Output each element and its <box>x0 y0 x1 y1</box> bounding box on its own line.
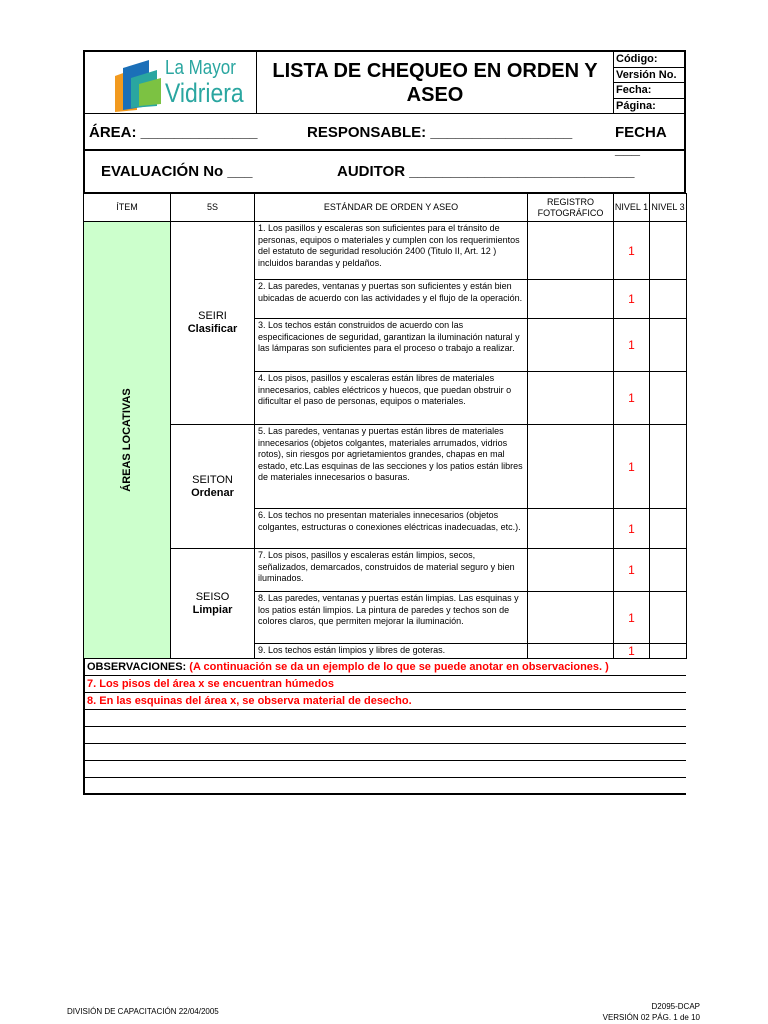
nivel3-cell[interactable] <box>650 372 687 425</box>
group-seiri <box>171 222 255 425</box>
standard-text: 3. Los techos están construidos de acuerdo con las especificaciones de seguridad, garantizan la iluminación natural y las lámparas son suficientes para el proceso o trabajo a realizar. <box>255 319 528 372</box>
standard-text: 5. Las paredes, ventanas y puertas están libres de materiales innecesarios (objetos colgantes, materiales arrumados, vidrios rotos), sin riesgos por agrietamientos grandes, chapas en mal estado, etc.Las esquinas de las secciones y los patios están libres de materiales innecesarios o basuras. <box>255 425 528 509</box>
standard-text: 8. Las paredes, ventanas y puertas están limpias. Las esquinas y los patios están limpios. La pintura de paredes y techos son de colores claros, que permiten mejorar la iluminación. <box>255 592 528 644</box>
table-row <box>84 549 687 592</box>
observations-label: OBSERVACIONES: <box>87 661 187 673</box>
observation-line[interactable] <box>85 761 686 778</box>
photo-cell[interactable] <box>528 644 614 659</box>
area-field[interactable]: ÁREA: ______________ <box>89 124 258 141</box>
header-nivel1: NIVEL 1 <box>614 194 650 222</box>
nivel3-cell[interactable] <box>650 549 687 592</box>
header-nivel3: NIVEL 3 <box>650 194 687 222</box>
standard-text: 2. Las paredes, ventanas y puertas son suficientes y están bien ubicadas de acuerdo con las actividades y el flujo de la operación. <box>255 280 528 319</box>
standard-text: 1. Los pasillos y escaleras son suficientes para el tránsito de personas, equipos o materiales y cumplen con los requerimientos del estatuto de seguridad resolución 2400 (Titulo II, Art. 12 ) incluidos barandas y peldaños. <box>255 222 528 280</box>
item-category-cell <box>84 222 171 659</box>
document-title: LISTA DE CHEQUEO EN ORDEN Y ASEO <box>272 59 598 106</box>
photo-cell[interactable] <box>528 372 614 425</box>
header-registro: REGISTRO FOTOGRÁFICO <box>528 194 614 222</box>
area-row <box>83 114 686 158</box>
nivel3-cell[interactable] <box>650 509 687 549</box>
standard-text: 4. Los pisos, pasillos y escaleras están libres de materiales innecesarios, cables eléctricos y huecos, que puedan obstruir o dificultar el paso de personas, equipos o materiales. <box>255 372 528 425</box>
document-title-cell <box>257 52 614 113</box>
footer-page-info <box>603 1001 700 1023</box>
photo-cell[interactable] <box>528 549 614 592</box>
checklist-document <box>83 50 686 795</box>
nivel1-value[interactable]: 1 <box>614 549 650 592</box>
group-name: SEIRI <box>198 310 227 322</box>
observation-line[interactable]: 7. Los pisos del área x se encuentran húmedos <box>85 676 686 693</box>
group-name: SEISO <box>195 590 230 603</box>
nivel3-cell[interactable] <box>650 592 687 644</box>
nivel3-cell[interactable] <box>650 644 687 659</box>
document-meta <box>614 52 684 113</box>
fecha-field[interactable]: FECHA ___ <box>615 124 667 158</box>
photo-cell[interactable] <box>528 319 614 372</box>
observation-line[interactable] <box>85 778 686 795</box>
nivel3-cell[interactable] <box>650 280 687 319</box>
document-header <box>83 50 686 114</box>
evaluation-row <box>83 151 686 193</box>
photo-cell[interactable] <box>528 222 614 280</box>
photo-cell[interactable] <box>528 592 614 644</box>
observations-hint: (A continuación se da un ejemplo de lo que se puede anotar en observaciones. ) <box>189 661 609 673</box>
group-name: SEITON <box>192 473 233 486</box>
footer-division: DIVISIÓN DE CAPACITACIÓN 22/04/2005 <box>67 1007 219 1016</box>
group-sub: Clasificar <box>187 323 238 335</box>
company-logo <box>85 52 257 113</box>
nivel3-cell[interactable] <box>650 222 687 280</box>
photo-cell[interactable] <box>528 425 614 509</box>
table-row <box>84 222 687 280</box>
standard-text: 6. Los techos no presentan materiales innecesarios (objetos colgantes, estructuras o conexiones eléctricas inadecuadas, etc.). <box>255 509 528 549</box>
nivel1-value[interactable]: 1 <box>614 372 650 425</box>
group-seiton <box>171 425 255 549</box>
logo-text-line2: Vidriera <box>165 78 244 108</box>
nivel3-cell[interactable] <box>650 425 687 509</box>
nivel1-value[interactable]: 1 <box>614 592 650 644</box>
meta-pagina: Página: <box>616 99 656 112</box>
item-category-label: ÁREAS LOCATIVAS <box>121 388 133 492</box>
meta-version: Versión No. <box>614 68 684 84</box>
checklist-table <box>83 193 687 659</box>
header-5s: 5S <box>171 194 255 222</box>
group-sub: Ordenar <box>191 486 234 499</box>
photo-cell[interactable] <box>528 509 614 549</box>
observations-header <box>85 659 686 676</box>
nivel1-value[interactable]: 1 <box>614 222 650 280</box>
standard-text: 9. Los techos están limpios y libres de goteras. <box>255 644 528 659</box>
responsable-field[interactable]: RESPONSABLE: _________________ <box>307 124 573 141</box>
group-seiso <box>171 549 255 659</box>
nivel1-value[interactable]: 1 <box>614 644 650 659</box>
evaluacion-field[interactable]: EVALUACIÓN No ___ <box>101 163 253 180</box>
meta-codigo: Código: <box>614 52 684 68</box>
group-sub: Limpiar <box>192 603 233 616</box>
nivel3-cell[interactable] <box>650 319 687 372</box>
nivel1-value[interactable]: 1 <box>614 319 650 372</box>
standard-text: 7. Los pisos, pasillos y escaleras están limpios, secos, señalizados, demarcados, construidos de material seguro y bien iluminados. <box>255 549 528 592</box>
nivel1-value[interactable]: 1 <box>614 509 650 549</box>
observation-line[interactable]: 8. En las esquinas del área x, se observa material de desecho. <box>85 693 686 710</box>
observations-section <box>83 659 686 795</box>
nivel1-value[interactable]: 1 <box>614 280 650 319</box>
table-header-row <box>84 194 687 222</box>
observation-line[interactable] <box>85 744 686 761</box>
table-row <box>84 425 687 509</box>
footer-code: D2095-DCAP <box>651 1002 700 1011</box>
observation-line[interactable] <box>85 727 686 744</box>
nivel1-value[interactable]: 1 <box>614 425 650 509</box>
photo-cell[interactable] <box>528 280 614 319</box>
observation-line[interactable] <box>85 710 686 727</box>
header-standard: ESTÁNDAR DE ORDEN Y ASEO <box>255 194 528 222</box>
meta-fecha: Fecha: <box>614 83 684 99</box>
auditor-field[interactable]: AUDITOR ___________________________ <box>337 163 635 180</box>
logo-text-line1: La Mayor <box>165 57 236 79</box>
footer-version-page: VERSIÓN 02 PÁG. 1 de 10 <box>602 1013 700 1022</box>
header-item: ÍTEM <box>84 194 171 222</box>
